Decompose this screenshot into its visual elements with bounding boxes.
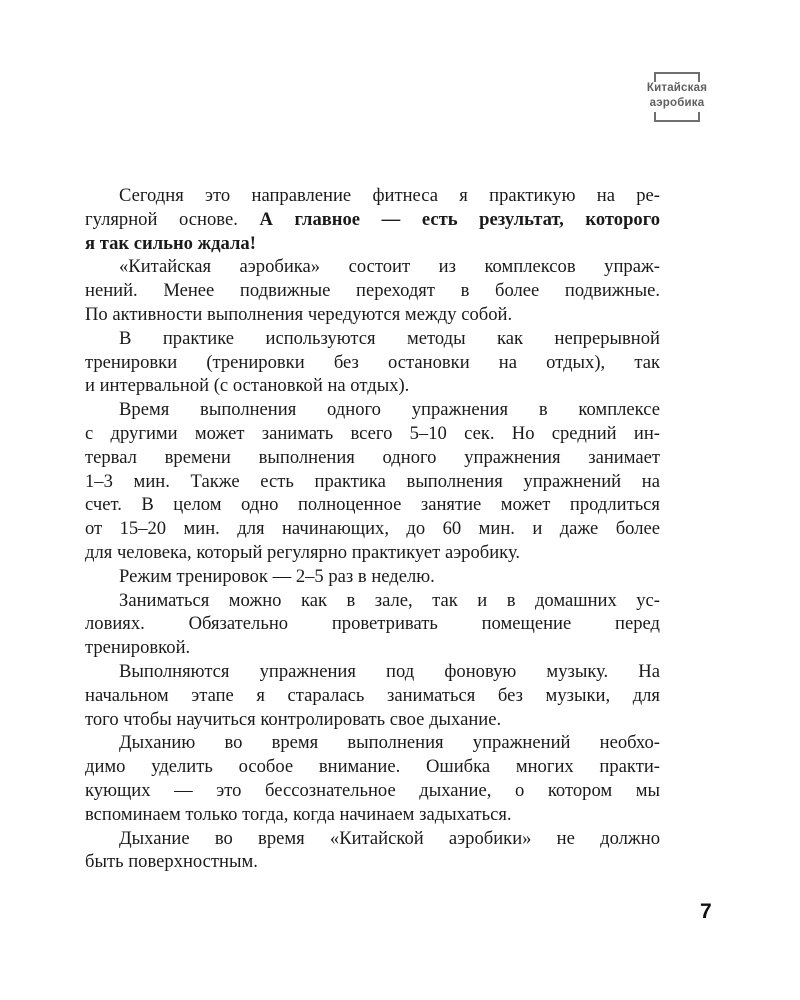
text-line: ловиях. Обязательно проветривать помещение перед	[85, 613, 660, 635]
badge-title	[638, 81, 716, 111]
section-badge	[648, 72, 706, 122]
text-line: Дыхание во время «Китайской аэробики» не должно	[119, 827, 660, 849]
text-line: Выполняются упражнения под фоновую музыку. На	[119, 660, 660, 682]
paragraph-9	[85, 827, 660, 875]
text-line: с другими может занимать всего 5–10 сек. Но средний ин-	[85, 422, 660, 444]
badge-line-2: аэробика	[649, 97, 705, 109]
text-line: тренировкой.	[85, 637, 191, 659]
text-line: счет. В целом одно полноценное занятие может продлиться	[85, 494, 660, 516]
text-line: нений. Менее подвижные переходят в более подвижные.	[85, 280, 660, 302]
text-line: Сегодня это направление фитнеса я практикую на ре-	[119, 185, 660, 206]
paragraph-5	[85, 565, 660, 589]
text-line: тервал времени выполнения одного упражнения занимает	[85, 446, 660, 468]
page-number: 7	[700, 900, 712, 923]
text-line	[85, 208, 660, 232]
text-line: того чтобы научиться контролировать свое дыхание.	[85, 708, 502, 730]
text-line: 1–3 мин. Также есть практика выполнения упражнений на	[85, 470, 660, 492]
text-line: Время выполнения одного упражнения в комплексе	[119, 399, 660, 421]
text-line: «Китайская аэробика» состоит из комплексов упраж-	[119, 256, 660, 278]
emphasis-text: А главное — есть результат, которого	[237, 208, 660, 230]
emphasis-line: я так сильно ждала!	[85, 232, 256, 254]
text-line: В практике используются методы как непрерывной	[119, 327, 660, 349]
text-line: По активности выполнения чередуются между собой.	[85, 303, 513, 325]
text-span: гулярной основе.	[85, 208, 238, 230]
text-line: кующих — это бессознательное дыхание, о котором мы	[85, 779, 660, 801]
paragraph-7	[85, 660, 660, 731]
text-line: тренировки (тренировки без остановки на отдых), так	[85, 351, 660, 373]
paragraph-8	[85, 731, 660, 826]
paragraph-3	[85, 327, 660, 398]
badge-line-1: Китайская	[646, 82, 708, 94]
text-line: и интервальной (с остановкой на отдых).	[85, 375, 410, 397]
paragraph-4	[85, 398, 660, 565]
body-text	[85, 184, 660, 874]
text-line: от 15–20 мин. для начинающих, до 60 мин. и даже более	[85, 518, 660, 540]
text-line: Заниматься можно как в зале, так и в домашних ус-	[119, 589, 660, 611]
paragraph-1	[85, 184, 660, 255]
text-line: начальном этапе я старалась заниматься без музыки, для	[85, 684, 660, 706]
text-line: быть поверхностным.	[85, 851, 258, 873]
text-line: димо уделить особое внимание. Ошибка многих практи-	[85, 756, 660, 778]
paragraph-2	[85, 255, 660, 326]
text-line: Режим тренировок — 2–5 раз в неделю.	[119, 565, 435, 587]
text-line: вспоминаем только тогда, когда начинаем задыхаться.	[85, 803, 512, 825]
text-line: для человека, который регулярно практикует аэробику.	[85, 541, 521, 563]
badge-bracket-bottom	[654, 112, 700, 122]
paragraph-6	[85, 589, 660, 660]
text-line: Дыханию во время выполнения упражнений необхо-	[119, 732, 660, 754]
